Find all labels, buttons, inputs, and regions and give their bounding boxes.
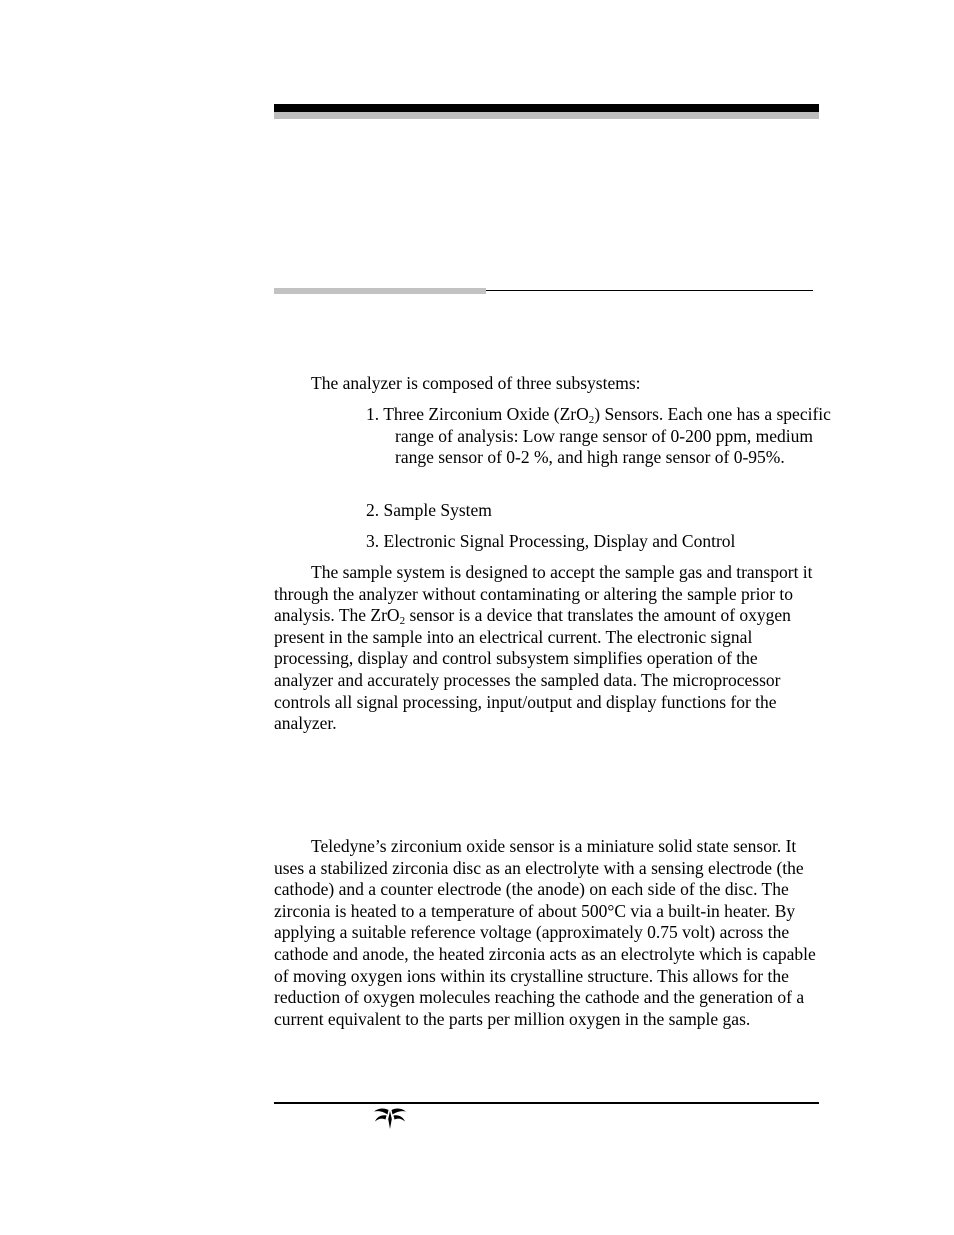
list-text: Three Zirconium Oxide (ZrO bbox=[383, 404, 589, 424]
subsystem-item-sensors bbox=[366, 404, 840, 469]
section-gray-rule bbox=[274, 288, 486, 294]
subscript: 2 bbox=[588, 414, 595, 426]
list-text: Electronic Signal Processing, Display and Control bbox=[383, 531, 736, 551]
list-number: 2. bbox=[366, 500, 380, 520]
list-number: 1. bbox=[366, 404, 380, 424]
list-number: 3. bbox=[366, 531, 380, 551]
subsystem-item-electronics bbox=[366, 531, 840, 553]
list-text: Sample System bbox=[383, 500, 492, 520]
section-thin-rule bbox=[486, 290, 813, 291]
paragraph-text: The sample system is designed to accept the sample gas and transport it through the analyzer without contaminating or altering the sample prior to analysis. The ZrO bbox=[274, 562, 813, 626]
list-text: ) Sensors. Each one has a specific range of analysis: Low range sensor of 0-200 ppm, medium range sensor of 0-2 %, and high range sensor of 0-95%. bbox=[395, 404, 831, 468]
header-gray-bar bbox=[274, 112, 819, 119]
footer-rule bbox=[274, 1102, 819, 1104]
sensor-paragraph: Teledyne’s zirconium oxide sensor is a miniature solid state sensor. It uses a stabilized zirconia disc as an electrolyte with a sensing electrode (the cathode) and a counter electrode (the anode) on each side of the disc. The zirconia is heated to a temperature of about 500°C via a built-in heater. By applying a suitable reference voltage (approximately 0.75 volt) across the cathode and anode, the heated zirconia acts as an electrolyte which is capable of moving oxygen ions within its crystalline structure. This allows for the reduction of oxygen molecules reaching the cathode and the generation of a current equivalent to the parts per million oxygen in the sample gas. bbox=[274, 836, 816, 1029]
paragraph-text: sensor is a device that translates the amount of oxygen present in the sample into an electrical current. The electronic signal processing, display and control subsystem simplifies operation of the analyzer and accurately processes the sampled data. The microprocessor controls all signal processing, input/output and display functions for the analyzer. bbox=[274, 605, 791, 734]
intro-paragraph: The analyzer is composed of three subsystems: bbox=[311, 373, 641, 393]
subsystem-item-sample-system bbox=[366, 500, 840, 522]
subscript: 2 bbox=[399, 615, 406, 628]
sample-system-paragraph bbox=[274, 562, 821, 735]
teledyne-logo-icon bbox=[371, 1106, 409, 1130]
header-black-bar bbox=[274, 104, 819, 112]
